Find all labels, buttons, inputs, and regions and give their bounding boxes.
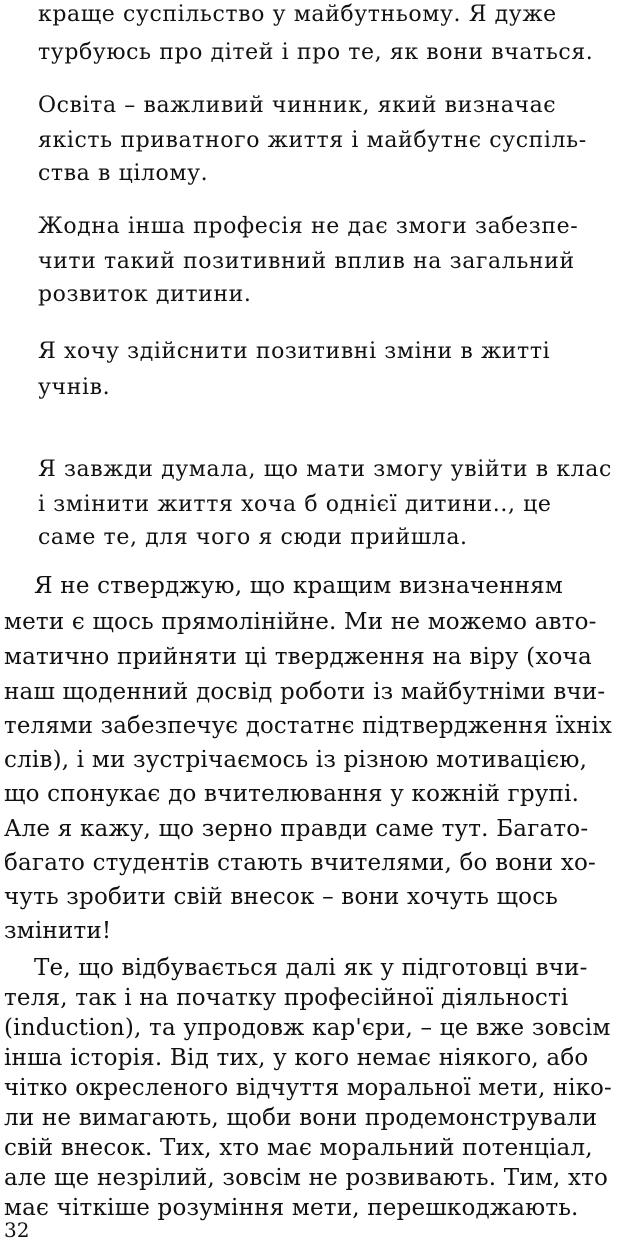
paragraph-2-line-2: теля, так і на початку професійної діяльності (4, 985, 569, 1011)
page-number: 32 (4, 1218, 30, 1242)
paragraph-1-line-10: чуть зробити свій внесок – вони хочуть щось (4, 884, 559, 910)
paragraph-2-line-6: ли не вимагають, щоби вони продемонстрували (4, 1105, 598, 1131)
paragraph-2-line-8: але ще незрілий, зовсім не розвивають. Тим, хто (4, 1165, 609, 1191)
quote-5-line-2: і змінити життя хоча б однієї дитини.., це (38, 492, 552, 517)
paragraph-1-line-3: матично прийняти ці твердження на віру (хоча (4, 644, 592, 670)
quote-5-line-3: саме те, для чого я сюди прийшла. (38, 525, 468, 550)
quote-5-line-1: Я завжди думала, що мати змогу увійти в клас (38, 457, 612, 482)
paragraph-2-line-7: свій внесок. Тих, хто має моральний потенціал, (4, 1135, 593, 1161)
paragraph-1-line-5: телями забезпечує достатнє підтвердження їхніх (4, 713, 613, 739)
paragraph-1-line-6: слів), і ми зустрічаємось із різною мотивацією, (4, 747, 588, 773)
quote-1-line-2: турбуюсь про дітей і про те, як вони вчаться. (38, 40, 594, 65)
paragraph-1-line-8: Але я кажу, що зерно правди саме тут. Багато- (4, 816, 589, 842)
quote-4-line-1: Я хочу здійснити позитивні зміни в житті (38, 339, 551, 364)
quote-3-line-2: чити такий позитивний вплив на загальний (38, 249, 575, 274)
paragraph-1-line-11: змінити! (4, 918, 112, 944)
paragraph-2-line-1: Те, що відбувається далі як у підготовці вчи- (34, 955, 588, 981)
quote-1-line-1: краще суспільство у майбутньому. Я дуже (38, 2, 557, 27)
paragraph-1-line-1: Я не стверджую, що кращим визначенням (34, 573, 563, 599)
quote-3-line-1: Жодна інша професія не дає змоги забезпе- (38, 214, 579, 239)
paragraph-2-line-9: має чіткіше розуміння мети, перешкоджають. (4, 1195, 579, 1221)
paragraph-2-line-5: чітко окресленого відчуття моральної мети, ніко- (4, 1075, 612, 1101)
paragraph-2-line-3: (induction), та упродовж кар'єри, – це вже зовсім (4, 1015, 611, 1041)
quote-2-line-1: Освіта – важливий чинник, який визначає (38, 93, 557, 118)
quote-4-line-2: учнів. (38, 375, 111, 400)
quote-3-line-3: розвиток дитини. (38, 282, 252, 307)
paragraph-1-line-4: наш щоденний досвід роботи із майбутніми вчи- (4, 679, 606, 705)
paragraph-1-line-2: мети є щось прямолінійне. Ми не можемо авто- (4, 609, 597, 635)
paragraph-2-line-4: інша історія. Від тих, у кого немає ніякого, або (4, 1045, 589, 1071)
paragraph-1-line-7: що спонукає до вчителювання у кожній групі. (4, 781, 580, 807)
quote-2-line-2: якість приватного життя і майбутнє суспіль- (38, 128, 587, 153)
quote-2-line-3: ства в цілому. (38, 161, 209, 186)
paragraph-1-line-9: багато студентів стають вчителями, бо вони хо- (4, 850, 597, 876)
